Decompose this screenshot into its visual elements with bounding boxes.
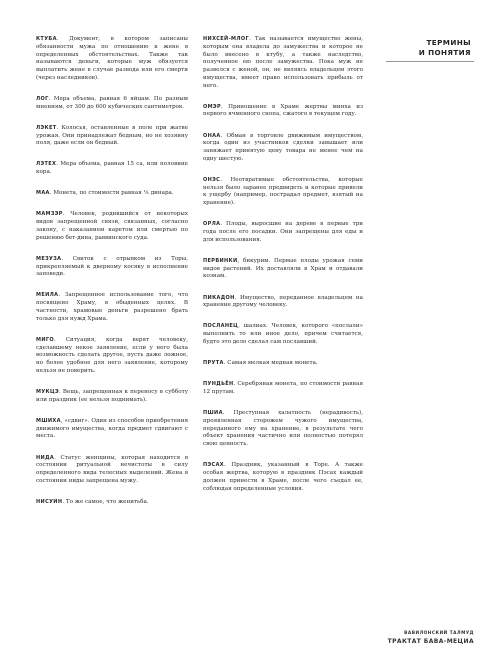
glossary-term: НИСУИН bbox=[36, 498, 63, 505]
glossary-definition: . Обман в торговле движимым имуществом, когда один из участников сделки завышает или занижает принятую цену товара не менее чем на одну шестую. bbox=[203, 132, 363, 162]
glossary-term: МШИХА bbox=[36, 417, 61, 424]
glossary-term: ЛЭТЕХ bbox=[36, 161, 57, 168]
glossary-entry bbox=[203, 36, 363, 90]
glossary-definition: . Статус женщины, которая находится в состоянии ритуальной нечистоты в силу определенного вида телесных выделений. Жена в состоянии ниды запрещена мужу. bbox=[36, 454, 188, 484]
glossary-term: НИДА bbox=[36, 454, 55, 461]
glossary-definition: , шалиах. Человек, которого «послали» выполнить то или иное дело, причем считается, будто это дело сделал сам пославший. bbox=[203, 323, 363, 345]
glossary-entry bbox=[36, 418, 188, 441]
glossary-entry bbox=[203, 462, 363, 493]
glossary-term: МЕИЛА bbox=[36, 292, 59, 299]
glossary-term: ПИКАДОН bbox=[203, 294, 235, 301]
glossary-entry bbox=[203, 221, 363, 244]
glossary-entry bbox=[36, 292, 188, 323]
glossary-definition: . Имущество, переданное владельцем на хранение другому человеку. bbox=[203, 294, 363, 309]
section-heading-line2: И ПОНЯТИЯ bbox=[418, 48, 471, 57]
glossary-definition: . Самая мелкая медная монета. bbox=[223, 360, 318, 367]
glossary-term: КТУБА bbox=[36, 36, 57, 42]
glossary-term: МАА bbox=[36, 190, 50, 197]
glossary-definition: . Плоды, выросшие на дереве в первые три года после его посадки. Они запрещены для еды и для использования. bbox=[203, 221, 363, 243]
glossary-entry bbox=[36, 455, 188, 486]
glossary-definition: . То же самое, что женитьба. bbox=[62, 498, 149, 505]
glossary-entry bbox=[203, 177, 363, 208]
glossary-term: ЛЭКЕТ bbox=[36, 124, 57, 131]
glossary-entry bbox=[203, 410, 363, 449]
section-heading-line1: ТЕРМИНЫ bbox=[426, 38, 471, 47]
glossary-entry bbox=[36, 337, 188, 376]
glossary-entry bbox=[36, 190, 188, 198]
glossary-entry bbox=[36, 256, 188, 279]
glossary-term: МУКЦЭ bbox=[36, 389, 59, 396]
glossary-term: ЛОГ bbox=[36, 95, 49, 102]
glossary-term: ПШИА bbox=[203, 410, 223, 417]
glossary-term: ОНЭС bbox=[203, 176, 221, 183]
glossary-definition: . Преступная халатность (нерадивость), проявленная сторожем чужого имущества, переданного ему на хранение, в результате чего объект хранения частично или полностью потерял свою ценность. bbox=[203, 410, 363, 448]
glossary-term: ПЕРВИНКИ bbox=[203, 257, 238, 264]
glossary-definition: . Приношение в Храме жертвы минха из первого ячменного снопа, сжатого в текущем году. bbox=[203, 103, 363, 118]
glossary-entry bbox=[36, 36, 188, 83]
glossary-definition: . Документ, в котором записаны обязанности мужа по отношению к жене в определенных обстоятельствах. Также так называются деньги, которые муж обязуется выплатить жене в случае развода или его смерти (через наследников). bbox=[36, 36, 188, 81]
glossary-definition: . Мера объема, равная 6 яйцам. По разным мнениям, от 300 до 600 кубических сантиметров. bbox=[36, 95, 188, 110]
glossary-entry bbox=[203, 104, 363, 120]
glossary-entry bbox=[36, 161, 188, 177]
glossary-definition: . Запрещенное использование того, что посвящено Храму, в обыденных целях. В частности, храмовые деньги разрешено брать только для нужд Храма. bbox=[36, 292, 188, 322]
glossary-term: МИГО bbox=[36, 336, 54, 343]
glossary-term: ПОСЛАНЕЦ bbox=[203, 323, 239, 330]
heading-divider bbox=[386, 61, 474, 62]
book-title: ВАВИЛОНСКИЙ ТАЛМУД bbox=[404, 631, 474, 636]
glossary-definition: . Серебряная монета, по стоимости равная 12 прутам. bbox=[203, 381, 363, 396]
glossary-column-middle bbox=[203, 36, 363, 507]
glossary-entry bbox=[203, 133, 363, 164]
glossary-entry bbox=[36, 125, 188, 148]
glossary-definition: . Праздник, указанный в Торе. А также особая жертва, которую в праздник Пэсах каждый должен принести в Храме, после чего съедал ее, соблюдая определенные условия. bbox=[203, 462, 363, 492]
glossary-term: ОМЭР bbox=[203, 103, 221, 110]
glossary-definition: . Неотвратимые обстоятельства, которые нельзя было заранее предвидеть и которые привели к ущербу (например, пострадал предмет, взятый на хранение). bbox=[203, 176, 363, 207]
tractate-title: ТРАКТАТ БАВА-МЕЦИА bbox=[387, 638, 474, 645]
glossary-definition: . Вещь, запрещенная к переносу в субботу или праздник (ее нельзя поднимать). bbox=[36, 389, 188, 403]
glossary-entry bbox=[203, 295, 363, 311]
glossary-entry bbox=[203, 360, 363, 368]
glossary-entry bbox=[36, 96, 188, 112]
glossary-definition: . Монета, по стоимости равная ⅙ динара. bbox=[49, 190, 174, 197]
glossary-definition: . Свиток с отрывком из Торы, прикрепляемый к дверному косяку в исполнение заповеди. bbox=[36, 255, 188, 278]
glossary-entry bbox=[36, 389, 188, 405]
glossary-definition: , «сдвиг». Один из способов приобретения движимого имущества, когда предмет сдвигают с места. bbox=[36, 417, 188, 440]
glossary-entry bbox=[36, 499, 188, 507]
glossary-definition: . Колосья, оставленные в поле при жатве урожая. Они принадлежат бедным, но не хозяину поля, даже если он бедный. bbox=[36, 124, 188, 147]
glossary-entry bbox=[203, 323, 363, 346]
glossary-term: ПУНДЬЁН bbox=[203, 381, 234, 388]
glossary-term: МАМЗЭР bbox=[36, 211, 63, 218]
glossary-column-left bbox=[36, 36, 188, 520]
glossary-entry bbox=[36, 211, 188, 242]
glossary-term: ОРЛА bbox=[203, 221, 221, 228]
glossary-definition: , бикурим. Первые плоды урожая семи видов растений. Их доставляли в Храм и отдавали коэнам. bbox=[203, 257, 363, 280]
glossary-term: МЕЗУЗА bbox=[36, 255, 62, 262]
glossary-entry bbox=[203, 381, 363, 397]
glossary-term: ПРУТА bbox=[203, 360, 224, 367]
glossary-definition: . Человек, родившийся от некоторых видов запрещенной связи, связанных, согласно закону, с наказанием каретом или смертью по решению бет-дина, раввинского суда. bbox=[36, 211, 188, 241]
glossary-term: ПЭСАХ bbox=[203, 462, 224, 469]
glossary-definition: . Ситуация, когда верят человеку, сделавшему некое заявление, если у него была возможность сделать другое, пусть даже ложное, но более удобное для него заявление, которому нельзя не поверить. bbox=[36, 336, 188, 374]
glossary-definition: . Мера объема, равная 15 са, или половине кора. bbox=[36, 161, 188, 176]
glossary-entry bbox=[203, 258, 363, 281]
section-heading bbox=[397, 38, 471, 58]
glossary-definition: . Так называется имущество жены, которым она владела до замужества и которое не было внесено в ктубу, а также наследство, полученное ею после замужества. Пока муж не развелся с женой, он, не являясь владельцем этого имущества, имеет право использовать прибыль от него. bbox=[203, 36, 363, 89]
glossary-term: ОНАА bbox=[203, 132, 221, 139]
glossary-term: НИХСЕЙ-МЛОГ bbox=[203, 36, 249, 42]
running-head bbox=[382, 630, 474, 646]
